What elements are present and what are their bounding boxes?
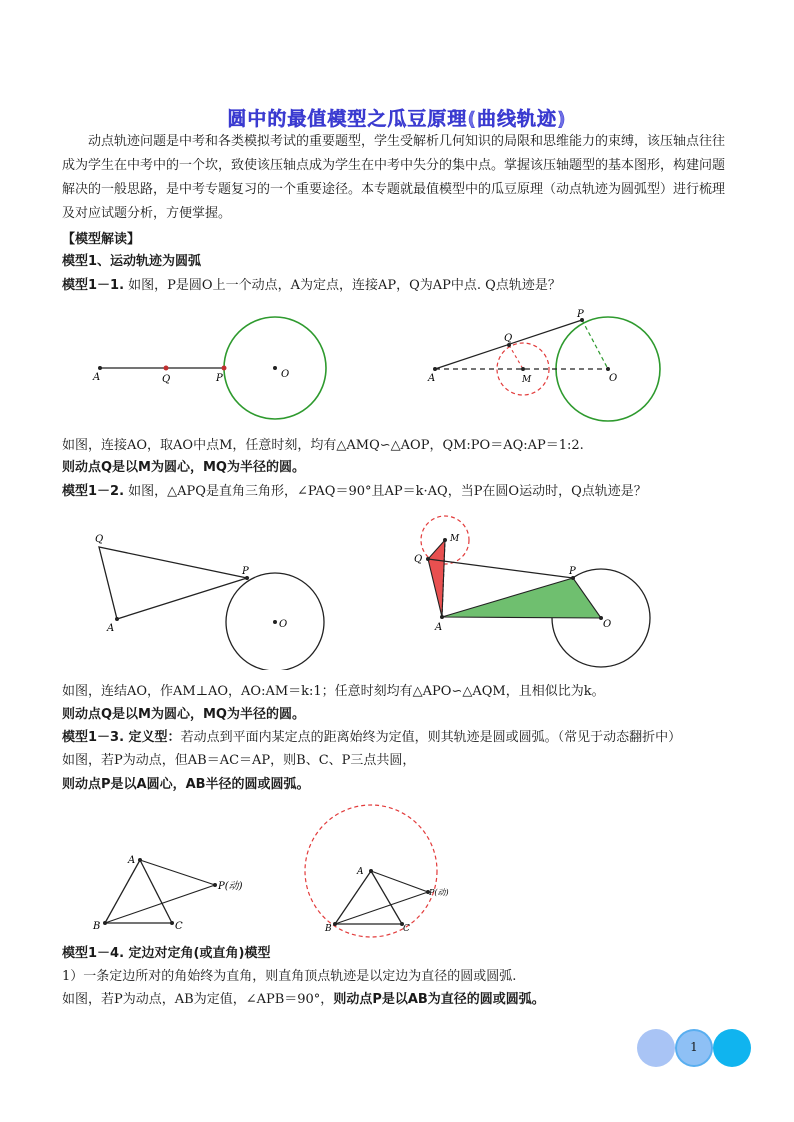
label-A: A xyxy=(435,622,443,633)
label-Q: Q xyxy=(414,554,423,565)
figure-model1-1-right xyxy=(420,305,670,430)
section-header: 【模型解读】 xyxy=(62,232,141,247)
label-P-moving: P(动) xyxy=(218,881,243,892)
label-B: B xyxy=(325,924,332,934)
figure-model1-2-left xyxy=(85,530,335,670)
label-P: P xyxy=(569,566,576,577)
label-P: P xyxy=(577,309,584,320)
label-P-moving: P(动) xyxy=(429,888,449,897)
label-C: C xyxy=(175,921,183,932)
model1-3-question xyxy=(62,728,742,748)
model1-title: 模型1、运动轨迹为圆弧 xyxy=(62,254,202,269)
model1-4-title: 模型1－4. 定边对定角(或直角)模型 xyxy=(62,946,271,961)
label-A: A xyxy=(128,855,136,866)
label-A: A xyxy=(107,623,115,634)
intro-paragraph: 动点轨迹问题是中考和各类模拟考试的重要题型，学生受解析几何知识的局限和思维能力的束缚，该压轴点往往成为学生在中考中的一个坎，致使该压轴点成为学生在中考中失分的集中点。掌握该压轴题型的基本图形，构建问题解决的一般思路，是中考专题复习的一个重要途径。本专题就最值模型中的瓜豆原理（动点轨迹为圆弧型）进行梳理及对应试题分析，方便掌握。 xyxy=(62,134,726,221)
label-Q: Q xyxy=(95,534,104,545)
model1-1-conclusion: 则动点Q是以M为圆心，MQ为半径的圆。 xyxy=(62,460,305,475)
model1-4-explain-plain: 如图，若P为动点，AB为定值，∠APB＝90°， xyxy=(62,992,334,1007)
model1-3-label: 模型1－3. 定义型： xyxy=(62,730,181,745)
label-O: O xyxy=(603,619,612,630)
label-Q: Q xyxy=(504,333,513,344)
figure-model1-1-left xyxy=(85,305,345,430)
label-A: A xyxy=(93,372,101,383)
model1-3-conclusion: 则动点P是以A圆心，AB半径的圆或圆弧。 xyxy=(62,777,310,792)
model1-1-text: 如图，P是圆O上一个动点，A为定点，连接AP，Q为AP中点. Q点轨迹是？ xyxy=(128,278,561,293)
model1-1-label: 模型1－1. xyxy=(62,278,125,293)
label-A: A xyxy=(428,373,436,384)
model1-1-question xyxy=(62,276,742,296)
figure-model1-3-right xyxy=(300,800,470,940)
model1-4-explain xyxy=(62,990,742,1010)
model1-4-item1: 1）一条定边所对的角始终为直角，则直角顶点轨迹是以定边为直径的圆或圆弧. xyxy=(62,969,517,984)
model1-2-label: 模型1－2. xyxy=(62,484,125,499)
model1-2-text: 如图，△APQ是直角三角形，∠PAQ＝90°且AP＝k·AQ，当P在圆O运动时，Q点轨迹是？ xyxy=(128,484,647,499)
figure-model1-3-left xyxy=(85,845,265,935)
model1-1-explain: 如图，连接AO，取AO中点M，任意时刻，均有△AMQ∽△AOP，QM:PO＝AQ:AP＝1:2. xyxy=(62,438,584,453)
label-M: M xyxy=(450,534,460,544)
model1-2-conclusion: 则动点Q是以M为圆心，MQ为半径的圆。 xyxy=(62,707,305,722)
page-number: 1 xyxy=(690,1040,698,1054)
figure-model1-2-right xyxy=(405,510,665,670)
label-O: O xyxy=(279,619,288,630)
model1-3-explain: 如图，若P为动点，但AB＝AC＝AP，则B、C、P三点共圆， xyxy=(62,753,416,768)
model1-4-explain-bold: 则动点P是以AB为直径的圆或圆弧。 xyxy=(333,992,545,1007)
label-P: P xyxy=(216,373,223,384)
model1-3-text: 若动点到平面内某定点的距离始终为定值，则其轨迹是圆或圆弧。（常见于动态翻折中） xyxy=(180,730,682,745)
label-O: O xyxy=(609,373,618,384)
model1-2-question xyxy=(62,482,742,502)
page-title: 圆中的最值模型之瓜豆原理(曲线轨迹) xyxy=(227,108,567,130)
label-M: M xyxy=(522,375,532,385)
label-O: O xyxy=(281,369,290,380)
label-P: P xyxy=(242,566,249,577)
label-B: B xyxy=(93,921,101,932)
label-C: C xyxy=(403,924,410,934)
model1-2-explain: 如图，连结AO，作AM⊥AO，AO:AM＝k:1；任意时刻均有△APO∽△AQM，且相似比为k。 xyxy=(62,684,605,699)
label-A: A xyxy=(357,867,364,877)
label-Q: Q xyxy=(162,374,171,385)
